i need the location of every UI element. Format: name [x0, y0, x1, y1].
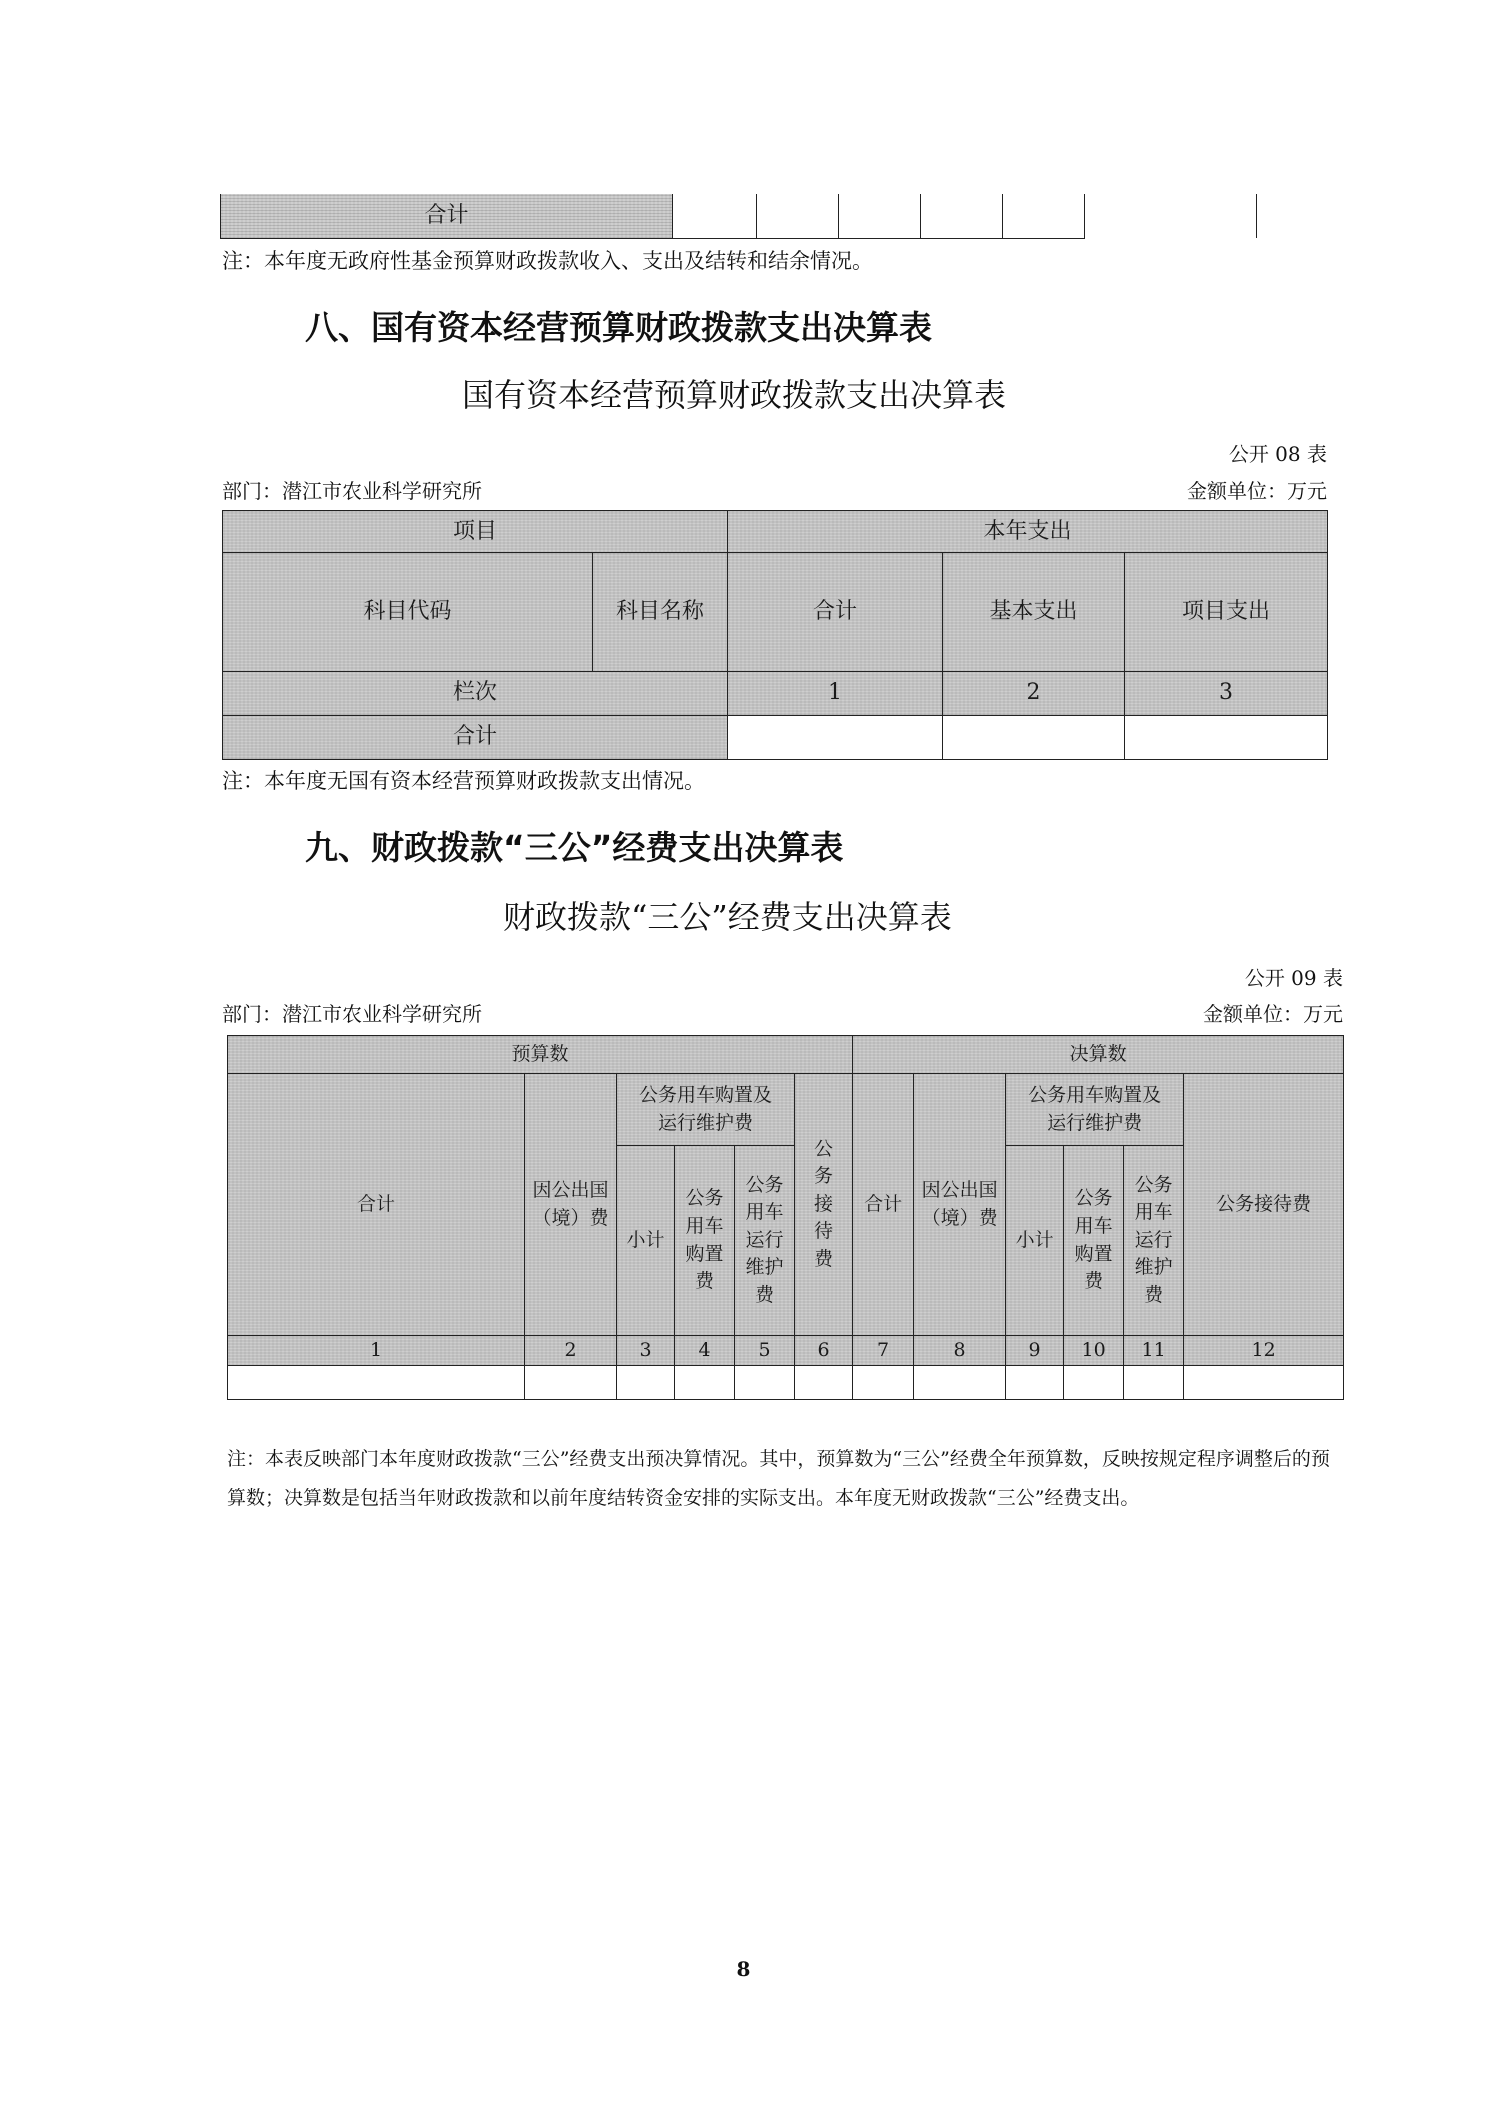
prev-cell	[673, 194, 757, 238]
col-number: 7	[853, 1336, 914, 1366]
row-total-cell	[728, 715, 943, 759]
header-budget-subtotal: 小计	[617, 1146, 675, 1336]
header-basic: 基本支出	[943, 553, 1125, 671]
section8-note: 注：本年度无国有资本经营预算财政拨款支出情况。	[222, 769, 705, 793]
data-cell	[675, 1366, 735, 1400]
col-number: 10	[1064, 1336, 1124, 1366]
header-final-vehicle-group: 公务用车购置及运行维护费	[1006, 1074, 1184, 1146]
header-total: 合计	[728, 553, 943, 671]
col-number: 2	[525, 1336, 617, 1366]
section8-table-code: 公开 08 表	[1228, 442, 1327, 466]
section8-unit: 金额单位：万元	[1187, 479, 1327, 503]
col-number: 9	[1006, 1336, 1064, 1366]
header-budget-abroad: 因公出国（境）费	[525, 1074, 617, 1336]
header-budget: 预算数	[228, 1036, 853, 1074]
section9-table-code: 公开 09 表	[1244, 966, 1343, 990]
prev-cell	[757, 194, 839, 238]
data-cell	[853, 1366, 914, 1400]
header-budget-vehicle-group: 公务用车购置及运行维护费	[617, 1074, 795, 1146]
header-final-abroad: 因公出国（境）费	[914, 1074, 1006, 1336]
col-number: 3	[617, 1336, 675, 1366]
section8-dept: 部门：潜江市农业科学研究所	[222, 479, 482, 503]
header-budget-vehicle-purchase: 公务用车购置费	[675, 1146, 735, 1336]
row-order-col: 3	[1125, 671, 1328, 715]
header-code: 科目代码	[223, 553, 593, 671]
header-project: 项目支出	[1125, 553, 1328, 671]
row-order-col: 1	[728, 671, 943, 715]
data-cell	[1064, 1366, 1124, 1400]
section9-unit: 金额单位：万元	[1203, 1002, 1343, 1026]
data-cell	[914, 1366, 1006, 1400]
data-cell	[795, 1366, 853, 1400]
prev-cell	[839, 194, 921, 238]
data-cell	[228, 1366, 525, 1400]
header-final-reception: 公务接待费	[1184, 1074, 1344, 1336]
prev-cell	[921, 194, 1003, 238]
section9-table	[227, 1035, 1344, 1400]
header-budget-vehicle-operation: 公务用车运行维护费	[735, 1146, 795, 1336]
data-cell	[1006, 1366, 1064, 1400]
col-number: 4	[675, 1336, 735, 1366]
data-cell	[617, 1366, 675, 1400]
section9-dept: 部门：潜江市农业科学研究所	[222, 1002, 482, 1026]
col-number: 11	[1124, 1336, 1184, 1366]
col-number: 5	[735, 1336, 795, 1366]
header-name: 科目名称	[593, 553, 728, 671]
row-order-label: 栏次	[223, 671, 728, 715]
prev-note: 注：本年度无政府性基金预算财政拨款收入、支出及结转和结余情况。	[222, 249, 873, 273]
col-number: 6	[795, 1336, 853, 1366]
prev-total-label: 合计	[221, 194, 673, 238]
prev-cell	[1085, 194, 1257, 238]
data-cell	[1184, 1366, 1344, 1400]
section8-table	[222, 510, 1328, 760]
header-budget-reception: 公务接待费	[795, 1074, 853, 1336]
header-final-total: 合计	[853, 1074, 914, 1336]
col-number: 8	[914, 1336, 1006, 1366]
col-number: 1	[228, 1336, 525, 1366]
header-final-vehicle-purchase: 公务用车购置费	[1064, 1146, 1124, 1336]
data-cell	[1124, 1366, 1184, 1400]
header-final-vehicle-operation: 公务用车运行维护费	[1124, 1146, 1184, 1336]
row-total-cell	[1125, 715, 1328, 759]
header-final: 决算数	[853, 1036, 1344, 1074]
section9-note: 注：本表反映部门本年度财政拨款“三公”经费支出预决算情况。其中，预算数为“三公”经费全年预算数，反映按规定程序调整后的预算数；决算数是包括当年财政拨款和以前年度结转资金安排的实际支出。本年度无财政拨款“三公”经费支出。	[227, 1448, 1330, 1509]
section9-heading: 九、财政拨款“三公”经费支出决算表	[305, 828, 844, 867]
section8-heading: 八、国有资本经营预算财政拨款支出决算表	[305, 308, 932, 347]
row-total-cell	[943, 715, 1125, 759]
section9-table-title: 财政拨款“三公”经费支出决算表	[503, 898, 952, 936]
data-cell	[735, 1366, 795, 1400]
header-budget-total: 合计	[228, 1074, 525, 1336]
header-current-year: 本年支出	[728, 511, 1328, 553]
col-number: 12	[1184, 1336, 1344, 1366]
section8-table-title: 国有资本经营预算财政拨款支出决算表	[462, 376, 1007, 414]
page-number: 8	[736, 1957, 751, 1981]
row-total-label: 合计	[223, 715, 728, 759]
prev-table	[220, 194, 1257, 239]
row-order-col: 2	[943, 671, 1125, 715]
prev-cell	[1003, 194, 1085, 238]
header-item: 项目	[223, 511, 728, 553]
data-cell	[525, 1366, 617, 1400]
header-final-subtotal: 小计	[1006, 1146, 1064, 1336]
